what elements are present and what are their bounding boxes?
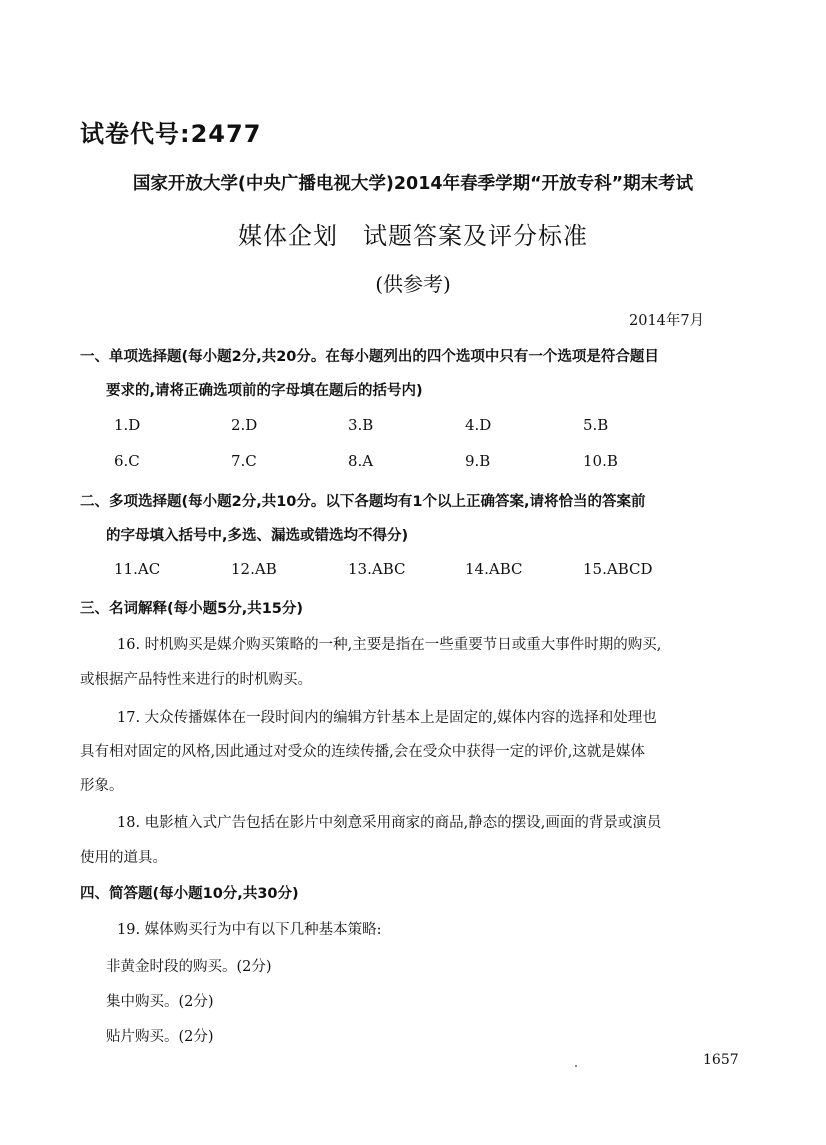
answer-item: 5.B	[583, 416, 609, 434]
section2-heading: 二、多项选择题(每小题2分,共10分。以下各题均有1个以上正确答案,请将恰当的答案前	[80, 494, 646, 510]
answer-item: 12.AB	[231, 560, 277, 578]
exam-name: 国家开放大学(中央广播电视大学)2014年春季学期“开放专科”期末考试	[132, 174, 694, 194]
answer-item: 6.C	[114, 452, 140, 470]
answer-item: 3.B	[348, 416, 374, 434]
answer-item: 13.ABC	[348, 560, 406, 578]
q18-text: 18. 电影植入式广告包括在影片中刻意采用商家的商品,静态的摆设,画面的背景或演员	[117, 815, 662, 831]
q16-text: 16. 时机购买是媒介购买策略的一种,主要是指在一些重要节日或重大事件时期的购买,	[117, 637, 662, 653]
answer-item: 9.B	[465, 452, 491, 470]
exam-date: 2014年7月	[629, 313, 705, 329]
answer-item: 4.D	[465, 416, 492, 434]
page-number: 1657	[703, 1052, 739, 1068]
q17-text: 17. 大众传播媒体在一段时间内的编辑方针基本上是固定的,媒体内容的选择和处理也	[117, 710, 657, 726]
scan-speck	[575, 1065, 577, 1067]
answer-item: 11.AC	[114, 560, 161, 578]
answer-item: 10.B	[583, 452, 618, 470]
paper-code: 试卷代号:2477	[80, 120, 262, 148]
section1-heading-cont: 要求的,请将正确选项前的字母填在题后的括号内)	[106, 383, 423, 399]
q19-text: 19. 媒体购买行为中有以下几种基本策略:	[117, 922, 382, 938]
answer-item: 15.ABCD	[583, 560, 653, 578]
reference-note: (供参考)	[375, 272, 451, 296]
q19-item: 贴片购买。(2分)	[106, 1029, 214, 1045]
answer-item: 8.A	[348, 452, 374, 470]
section1-heading: 一、单项选择题(每小题2分,共20分。在每小题列出的四个选项中只有一个选项是符合题目	[80, 349, 659, 365]
answer-item: 14.ABC	[465, 560, 523, 578]
section2-heading-cont: 的字母填入括号中,多选、漏选或错选均不得分)	[106, 528, 409, 544]
answer-item: 1.D	[114, 416, 141, 434]
answer-item: 2.D	[231, 416, 258, 434]
q19-item: 非黄金时段的购买。(2分)	[106, 959, 272, 975]
q17-text-cont: 具有相对固定的风格,因此通过对受众的连续传播,会在受众中获得一定的评价,这就是媒体	[80, 744, 645, 760]
q19-item: 集中购买。(2分)	[106, 994, 214, 1010]
answer-item: 7.C	[231, 452, 257, 470]
q18-text-cont: 使用的道具。	[80, 850, 167, 866]
q17-text-cont: 形象。	[80, 778, 124, 794]
document-title: 媒体企划 试题答案及评分标准	[238, 222, 588, 250]
section3-heading: 三、名词解释(每小题5分,共15分)	[80, 601, 304, 617]
section4-heading: 四、简答题(每小题10分,共30分)	[80, 886, 299, 902]
q16-text-cont: 或根据产品特性来进行的时机购买。	[80, 672, 312, 688]
